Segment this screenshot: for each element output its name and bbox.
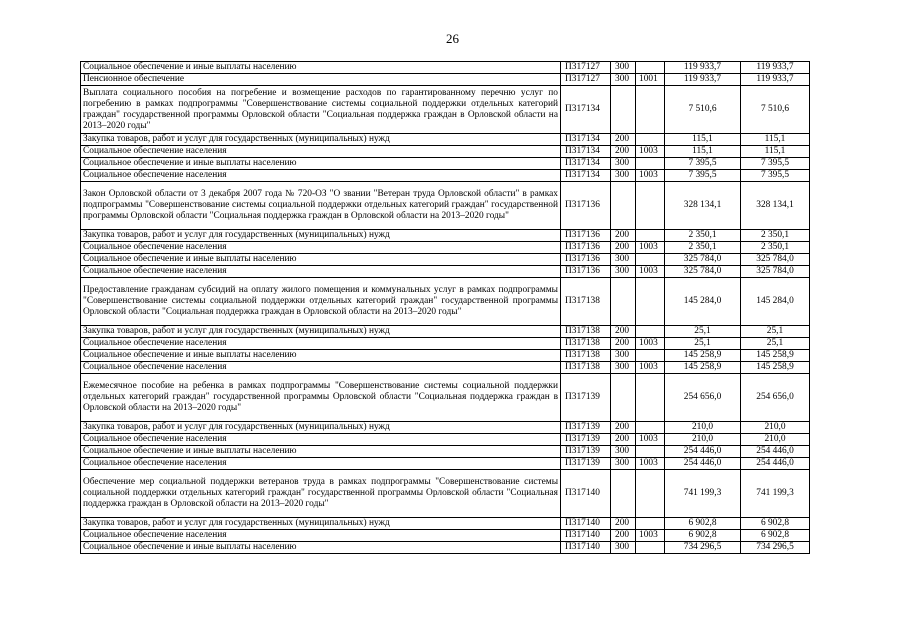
table-row — [81, 254, 810, 266]
row-name-cell: Предоставление гражданам субсидий на оплату жилого помещения и коммунальных услуг в рамках подпрограммы "Совершенствование системы социальной поддержки отдельных категорий граждан" государственной программы Орловской области "Социальная поддержка граждан в Орловской области на 2013–2020 годы" — [81, 278, 561, 326]
row-name-cell: Закупка товаров, работ и услуг для государственных (муниципальных) нужд — [81, 134, 561, 146]
row-amount-cell: 145 258,9 — [665, 362, 741, 374]
row-amount-cell: 115,1 — [665, 146, 741, 158]
row-expense-type-cell: 200 — [611, 434, 636, 446]
row-target-code-cell: П317136 — [561, 230, 611, 242]
row-name-cell: Выплата социального пособия на погребение и возмещение расходов по гарантированному перечню услуг по погребению в рамках подпрограммы "Совершенствование системы социальной поддержки отдельных категорий граждан" государственной программы Орловской области "Социальная поддержка граждан в Орловской области на 2013–2020 годы" — [81, 86, 561, 134]
row-amount-cell: 325 784,0 — [741, 254, 810, 266]
row-section-code-cell — [636, 446, 665, 458]
row-target-code-cell: П317134 — [561, 146, 611, 158]
row-amount-cell: 25,1 — [665, 338, 741, 350]
row-section-code-cell — [636, 254, 665, 266]
row-target-code-cell: П317139 — [561, 458, 611, 470]
row-amount-cell: 210,0 — [665, 422, 741, 434]
row-target-code-cell: П317138 — [561, 362, 611, 374]
row-name-cell: Социальное обеспечение населения — [81, 146, 561, 158]
row-amount-cell: 254 656,0 — [665, 374, 741, 422]
row-amount-cell: 2 350,1 — [665, 242, 741, 254]
row-target-code-cell: П317134 — [561, 158, 611, 170]
row-section-code-cell: 1003 — [636, 458, 665, 470]
row-amount-cell: 325 784,0 — [741, 266, 810, 278]
row-amount-cell: 328 134,1 — [665, 182, 741, 230]
budget-table-body — [81, 62, 810, 554]
row-target-code-cell: П317136 — [561, 266, 611, 278]
row-section-code-cell: 1003 — [636, 338, 665, 350]
row-amount-cell: 145 258,9 — [665, 350, 741, 362]
row-target-code-cell: П317138 — [561, 326, 611, 338]
row-section-code-cell — [636, 134, 665, 146]
row-expense-type-cell: 300 — [611, 362, 636, 374]
row-expense-type-cell: 300 — [611, 62, 636, 74]
row-expense-type-cell: 300 — [611, 350, 636, 362]
row-target-code-cell: П317140 — [561, 530, 611, 542]
row-amount-cell: 734 296,5 — [741, 542, 810, 554]
row-name-cell: Социальное обеспечение населения — [81, 338, 561, 350]
row-expense-type-cell — [611, 374, 636, 422]
row-target-code-cell: П317139 — [561, 446, 611, 458]
table-row — [81, 146, 810, 158]
row-target-code-cell: П317138 — [561, 278, 611, 326]
row-amount-cell: 210,0 — [741, 422, 810, 434]
row-amount-cell: 119 933,7 — [665, 62, 741, 74]
row-name-cell: Закупка товаров, работ и услуг для государственных (муниципальных) нужд — [81, 326, 561, 338]
row-expense-type-cell — [611, 86, 636, 134]
row-target-code-cell: П317136 — [561, 182, 611, 230]
row-amount-cell: 25,1 — [741, 326, 810, 338]
row-amount-cell: 6 902,8 — [741, 518, 810, 530]
row-name-cell: Социальное обеспечение населения — [81, 362, 561, 374]
row-amount-cell: 25,1 — [741, 338, 810, 350]
table-row — [81, 362, 810, 374]
row-name-cell: Социальное обеспечение населения — [81, 266, 561, 278]
row-expense-type-cell: 300 — [611, 266, 636, 278]
row-amount-cell: 7 395,5 — [741, 158, 810, 170]
row-target-code-cell: П317138 — [561, 338, 611, 350]
row-name-cell: Социальное обеспечение и иные выплаты населению — [81, 62, 561, 74]
row-amount-cell: 254 446,0 — [741, 446, 810, 458]
row-name-cell: Социальное обеспечение и иные выплаты населению — [81, 542, 561, 554]
row-name-cell: Социальное обеспечение населения — [81, 170, 561, 182]
row-expense-type-cell: 300 — [611, 158, 636, 170]
row-amount-cell: 325 784,0 — [665, 266, 741, 278]
table-row — [81, 470, 810, 518]
row-amount-cell: 254 446,0 — [665, 458, 741, 470]
row-expense-type-cell — [611, 182, 636, 230]
row-name-cell: Закупка товаров, работ и услуг для государственных (муниципальных) нужд — [81, 422, 561, 434]
table-row — [81, 134, 810, 146]
table-row — [81, 242, 810, 254]
row-section-code-cell — [636, 422, 665, 434]
row-section-code-cell — [636, 542, 665, 554]
row-target-code-cell: П317140 — [561, 518, 611, 530]
row-section-code-cell: 1003 — [636, 170, 665, 182]
row-section-code-cell — [636, 182, 665, 230]
row-name-cell: Закон Орловской области от 3 декабря 2007 года № 720-ОЗ "О звании "Ветеран труда Орловской области" в рамках подпрограммы "Совершенствование системы социальной поддержки отдельных категорий граждан" государственной программы Орловской области "Социальная поддержка граждан в Орловской области на 2013–2020 годы" — [81, 182, 561, 230]
row-expense-type-cell: 200 — [611, 518, 636, 530]
table-row — [81, 350, 810, 362]
row-section-code-cell: 1003 — [636, 434, 665, 446]
row-section-code-cell: 1003 — [636, 266, 665, 278]
row-amount-cell: 254 446,0 — [741, 458, 810, 470]
row-expense-type-cell: 200 — [611, 530, 636, 542]
row-expense-type-cell: 300 — [611, 458, 636, 470]
row-target-code-cell: П317139 — [561, 422, 611, 434]
row-target-code-cell: П317139 — [561, 374, 611, 422]
table-row — [81, 170, 810, 182]
row-amount-cell: 145 258,9 — [741, 350, 810, 362]
table-row — [81, 266, 810, 278]
row-name-cell: Социальное обеспечение населения — [81, 434, 561, 446]
row-amount-cell: 7 395,5 — [741, 170, 810, 182]
row-amount-cell: 210,0 — [665, 434, 741, 446]
row-expense-type-cell: 200 — [611, 230, 636, 242]
row-expense-type-cell: 200 — [611, 134, 636, 146]
row-expense-type-cell — [611, 278, 636, 326]
row-amount-cell: 7 395,5 — [665, 158, 741, 170]
table-row — [81, 182, 810, 230]
row-section-code-cell: 1003 — [636, 362, 665, 374]
row-section-code-cell: 1001 — [636, 74, 665, 86]
row-section-code-cell: 1003 — [636, 530, 665, 542]
row-target-code-cell: П317136 — [561, 254, 611, 266]
table-row — [81, 518, 810, 530]
row-amount-cell: 734 296,5 — [665, 542, 741, 554]
table-row — [81, 278, 810, 326]
row-expense-type-cell: 300 — [611, 170, 636, 182]
row-amount-cell: 145 258,9 — [741, 362, 810, 374]
row-section-code-cell: 1003 — [636, 146, 665, 158]
row-target-code-cell: П317127 — [561, 62, 611, 74]
row-name-cell: Пенсионное обеспечение — [81, 74, 561, 86]
row-target-code-cell: П317140 — [561, 470, 611, 518]
row-section-code-cell — [636, 230, 665, 242]
row-section-code-cell — [636, 518, 665, 530]
row-expense-type-cell: 300 — [611, 446, 636, 458]
table-row — [81, 326, 810, 338]
row-amount-cell: 145 284,0 — [741, 278, 810, 326]
row-amount-cell: 7 510,6 — [741, 86, 810, 134]
row-section-code-cell — [636, 350, 665, 362]
table-row — [81, 62, 810, 74]
row-amount-cell: 115,1 — [741, 146, 810, 158]
row-target-code-cell: П317140 — [561, 542, 611, 554]
row-name-cell: Закупка товаров, работ и услуг для государственных (муниципальных) нужд — [81, 230, 561, 242]
row-amount-cell: 741 199,3 — [665, 470, 741, 518]
row-amount-cell: 119 933,7 — [741, 74, 810, 86]
page-number: 26 — [446, 31, 459, 46]
row-expense-type-cell: 300 — [611, 254, 636, 266]
row-target-code-cell: П317139 — [561, 434, 611, 446]
row-amount-cell: 145 284,0 — [665, 278, 741, 326]
table-row — [81, 458, 810, 470]
row-expense-type-cell — [611, 470, 636, 518]
row-section-code-cell — [636, 62, 665, 74]
row-amount-cell: 25,1 — [665, 326, 741, 338]
row-expense-type-cell: 200 — [611, 242, 636, 254]
row-section-code-cell — [636, 86, 665, 134]
table-row — [81, 434, 810, 446]
table-row — [81, 338, 810, 350]
row-amount-cell: 6 902,8 — [665, 518, 741, 530]
table-row — [81, 230, 810, 242]
row-amount-cell: 2 350,1 — [665, 230, 741, 242]
row-expense-type-cell: 300 — [611, 74, 636, 86]
table-row — [81, 446, 810, 458]
row-target-code-cell: П317127 — [561, 74, 611, 86]
table-row — [81, 530, 810, 542]
row-expense-type-cell: 200 — [611, 146, 636, 158]
row-name-cell: Социальное обеспечение населения — [81, 530, 561, 542]
table-row — [81, 422, 810, 434]
row-amount-cell: 254 656,0 — [741, 374, 810, 422]
row-amount-cell: 115,1 — [741, 134, 810, 146]
table-row — [81, 74, 810, 86]
row-target-code-cell: П317138 — [561, 350, 611, 362]
row-section-code-cell — [636, 326, 665, 338]
row-amount-cell: 254 446,0 — [665, 446, 741, 458]
budget-table — [80, 61, 810, 554]
row-amount-cell: 119 933,7 — [665, 74, 741, 86]
table-row — [81, 86, 810, 134]
row-amount-cell: 2 350,1 — [741, 242, 810, 254]
row-amount-cell: 210,0 — [741, 434, 810, 446]
row-name-cell: Социальное обеспечение населения — [81, 242, 561, 254]
row-amount-cell: 6 902,8 — [741, 530, 810, 542]
row-section-code-cell: 1003 — [636, 242, 665, 254]
row-name-cell: Социальное обеспечение и иные выплаты населению — [81, 446, 561, 458]
row-amount-cell: 7 510,6 — [665, 86, 741, 134]
row-expense-type-cell: 300 — [611, 542, 636, 554]
row-amount-cell: 119 933,7 — [741, 62, 810, 74]
row-name-cell: Социальное обеспечение и иные выплаты населению — [81, 350, 561, 362]
row-name-cell: Социальное обеспечение и иные выплаты населению — [81, 158, 561, 170]
row-amount-cell: 325 784,0 — [665, 254, 741, 266]
row-name-cell: Обеспечение мер социальной поддержки ветеранов труда в рамках подпрограммы "Совершенствование системы социальной поддержки отдельных категорий граждан" государственной программы Орловской области "Социальная поддержка граждан в Орловской области на 2013–2020 годы" — [81, 470, 561, 518]
table-row — [81, 374, 810, 422]
row-name-cell: Ежемесячное пособие на ребенка в рамках подпрограммы "Совершенствование системы социальной поддержки отдельных категорий граждан" государственной программы Орловской области "Социальная поддержка граждан в Орловской области на 2013–2020 годы" — [81, 374, 561, 422]
row-name-cell: Социальное обеспечение населения — [81, 458, 561, 470]
row-section-code-cell — [636, 374, 665, 422]
table-row — [81, 158, 810, 170]
row-target-code-cell: П317134 — [561, 170, 611, 182]
row-expense-type-cell: 200 — [611, 338, 636, 350]
row-target-code-cell: П317134 — [561, 86, 611, 134]
row-expense-type-cell: 200 — [611, 326, 636, 338]
row-name-cell: Социальное обеспечение и иные выплаты населению — [81, 254, 561, 266]
row-section-code-cell — [636, 278, 665, 326]
row-amount-cell: 328 134,1 — [741, 182, 810, 230]
row-amount-cell: 6 902,8 — [665, 530, 741, 542]
row-amount-cell: 7 395,5 — [665, 170, 741, 182]
row-section-code-cell — [636, 470, 665, 518]
row-name-cell: Закупка товаров, работ и услуг для государственных (муниципальных) нужд — [81, 518, 561, 530]
row-target-code-cell: П317136 — [561, 242, 611, 254]
row-target-code-cell: П317134 — [561, 134, 611, 146]
row-amount-cell: 2 350,1 — [741, 230, 810, 242]
row-amount-cell: 741 199,3 — [741, 470, 810, 518]
row-section-code-cell — [636, 158, 665, 170]
table-row — [81, 542, 810, 554]
row-amount-cell: 115,1 — [665, 134, 741, 146]
row-expense-type-cell: 200 — [611, 422, 636, 434]
